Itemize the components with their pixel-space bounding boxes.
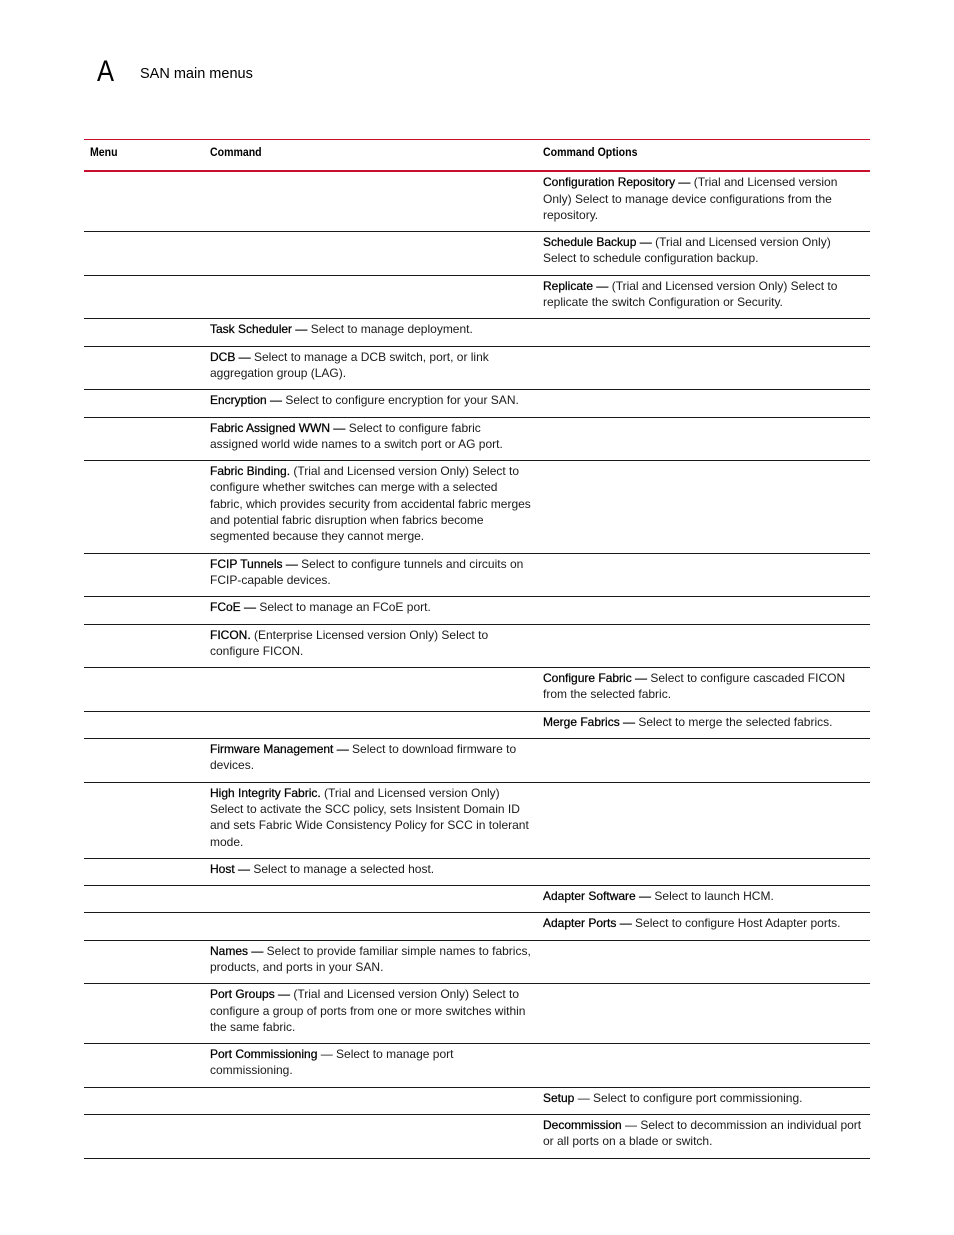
cell-command-description: — Select to manage port commissioning. xyxy=(210,1047,454,1078)
table-row xyxy=(84,668,870,712)
section-title: SAN main menus xyxy=(140,66,253,82)
cell-command-description: Select to manage deployment. xyxy=(307,322,473,337)
table-row xyxy=(84,461,870,553)
cell-menu xyxy=(84,417,204,461)
cell-command-description: Select to manage an FCoE port. xyxy=(256,600,431,615)
cell-command-term: High Integrity Fabric. xyxy=(210,785,321,800)
table-row xyxy=(84,417,870,461)
cell-command-options-term: Configuration Repository — xyxy=(543,175,691,190)
cell-command-term: Host — xyxy=(210,861,251,876)
cell-menu xyxy=(84,940,204,984)
cell-menu xyxy=(84,346,204,390)
cell-command xyxy=(204,886,537,913)
cell-menu xyxy=(84,275,204,319)
table-row xyxy=(84,390,870,417)
cell-command xyxy=(204,417,537,461)
cell-command-term: Names — xyxy=(210,943,264,958)
cell-command-term: Encryption — xyxy=(210,393,283,408)
cell-command xyxy=(204,275,537,319)
cell-menu xyxy=(84,1087,204,1114)
cell-command-options-description: Select to configure cascaded FICON from the selected fabric. xyxy=(543,671,846,702)
table-row xyxy=(84,984,870,1044)
cell-command xyxy=(204,171,537,231)
table-row xyxy=(84,553,870,597)
cell-command-description: Select to download firmware to devices. xyxy=(210,742,517,773)
cell-command-description: Select to manage a DCB switch, port, or link aggregation group (LAG). xyxy=(210,349,489,380)
cell-command-options xyxy=(537,739,870,783)
cell-command-options xyxy=(537,171,870,231)
cell-command-description: (Trial and Licensed version Only) Select to activate the SCC policy, sets Insistent Domain ID and sets Fabric Wide Consistency Policy for SCC in tolerant mode. xyxy=(210,785,529,849)
cell-menu xyxy=(84,886,204,913)
cell-command-options-term: Adapter Software — xyxy=(543,889,652,904)
table-row xyxy=(84,782,870,858)
cell-command-options xyxy=(537,1115,870,1159)
cell-command-options xyxy=(537,668,870,712)
cell-command xyxy=(204,319,537,346)
cell-command-options xyxy=(537,232,870,276)
cell-command xyxy=(204,739,537,783)
cell-menu xyxy=(84,913,204,940)
table-body xyxy=(84,171,870,1158)
cell-command-options xyxy=(537,1087,870,1114)
appendix-letter: A xyxy=(97,55,115,88)
table-row xyxy=(84,858,870,885)
cell-command xyxy=(204,461,537,553)
cell-command-options xyxy=(537,346,870,390)
table-row xyxy=(84,232,870,276)
cell-command-options xyxy=(537,624,870,668)
cell-command-options xyxy=(537,390,870,417)
cell-command-options-term: Adapter Ports — xyxy=(543,916,632,931)
cell-command xyxy=(204,1044,537,1088)
cell-command-options-term: Merge Fabrics — xyxy=(543,714,636,729)
cell-command-options-description: Select to launch HCM. xyxy=(651,889,774,904)
cell-menu xyxy=(84,390,204,417)
cell-command-options xyxy=(537,886,870,913)
table-row xyxy=(84,913,870,940)
table-row xyxy=(84,171,870,231)
cell-command xyxy=(204,711,537,738)
cell-command-description: Select to configure fabric assigned world wide names to a switch port or AG port. xyxy=(210,420,503,451)
cell-command-description: (Enterprise Licensed version Only) Select to configure FICON. xyxy=(210,627,489,658)
cell-command-term: Task Scheduler — xyxy=(210,322,308,337)
cell-command-options xyxy=(537,913,870,940)
cell-command xyxy=(204,1115,537,1159)
table-row xyxy=(84,319,870,346)
cell-command-term: Fabric Binding. xyxy=(210,464,291,479)
table-row xyxy=(84,624,870,668)
cell-menu xyxy=(84,1044,204,1088)
table-row xyxy=(84,1087,870,1114)
cell-command-term: FCIP Tunnels — xyxy=(210,556,298,571)
cell-menu xyxy=(84,668,204,712)
cell-command-options xyxy=(537,319,870,346)
cell-command-options-description: (Trial and Licensed version Only) Select to manage device configurations from the repository. xyxy=(543,175,838,222)
table-row xyxy=(84,711,870,738)
cell-menu xyxy=(84,624,204,668)
cell-command-term: FCoE — xyxy=(210,600,257,615)
cell-menu xyxy=(84,553,204,597)
cell-command-term: Port Groups — xyxy=(210,987,291,1002)
cell-command-description: (Trial and Licensed version Only) Select to configure whether switches can merge with a selected fabric, which provides security from accidental fabric merges and potential fabric disruption when fabrics become segmented because they cannot merge. xyxy=(210,464,531,544)
cell-command-options xyxy=(537,275,870,319)
cell-command-options-term: Replicate — xyxy=(543,278,609,293)
cell-menu xyxy=(84,171,204,231)
cell-menu xyxy=(84,782,204,858)
cell-command-options-description: — Select to decommission an individual port or all ports on a blade or switch. xyxy=(543,1118,862,1149)
cell-command-options xyxy=(537,782,870,858)
cell-command-description: (Trial and Licensed version Only) Select to configure a group of ports from one or more switches within the same fabric. xyxy=(210,987,526,1034)
cell-command xyxy=(204,1087,537,1114)
cell-command-options xyxy=(537,711,870,738)
cell-command-options-description: (Trial and Licensed version Only) Select to schedule configuration backup. xyxy=(543,235,831,266)
column-header-command-options: Command Options xyxy=(543,145,638,159)
cell-command-description: Select to configure tunnels and circuits on FCIP-capable devices. xyxy=(210,556,524,587)
cell-command xyxy=(204,913,537,940)
cell-command-options-term: Configure Fabric — xyxy=(543,671,648,686)
cell-command-options xyxy=(537,940,870,984)
cell-command xyxy=(204,940,537,984)
table-row xyxy=(84,275,870,319)
cell-command-term: Fabric Assigned WWN — xyxy=(210,420,346,435)
column-header-menu: Menu xyxy=(90,145,118,159)
cell-command-options xyxy=(537,417,870,461)
cell-menu xyxy=(84,858,204,885)
cell-command-options-term: Setup xyxy=(543,1090,575,1105)
cell-menu xyxy=(84,711,204,738)
table-header xyxy=(84,140,870,172)
table-row xyxy=(84,346,870,390)
cell-command xyxy=(204,553,537,597)
cell-command xyxy=(204,346,537,390)
cell-menu xyxy=(84,984,204,1044)
cell-command-description: Select to provide familiar simple names to fabrics, products, and ports in your SAN. xyxy=(210,943,531,974)
cell-command-options-description: (Trial and Licensed version Only) Select to replicate the switch Configuration or Security. xyxy=(543,278,838,310)
table-row xyxy=(84,1115,870,1159)
cell-command xyxy=(204,624,537,668)
cell-command xyxy=(204,390,537,417)
cell-command-options xyxy=(537,858,870,885)
cell-menu xyxy=(84,597,204,624)
table-row xyxy=(84,739,870,783)
cell-command-options-description: Select to merge the selected fabrics. xyxy=(635,714,833,729)
cell-command-options xyxy=(537,597,870,624)
cell-menu xyxy=(84,232,204,276)
cell-menu xyxy=(84,319,204,346)
cell-command xyxy=(204,858,537,885)
cell-command-options-term: Schedule Backup — xyxy=(543,235,652,250)
column-header-command: Command xyxy=(210,145,262,159)
table-row xyxy=(84,886,870,913)
table-row xyxy=(84,1044,870,1088)
cell-command-description: Select to manage a selected host. xyxy=(250,861,435,876)
cell-command-term: DCB — xyxy=(210,349,251,364)
cell-command xyxy=(204,782,537,858)
cell-command-options xyxy=(537,1044,870,1088)
cell-command-options-description: — Select to configure port commissioning. xyxy=(574,1090,803,1105)
cell-command-description: Select to configure encryption for your SAN. xyxy=(282,393,519,408)
cell-command xyxy=(204,232,537,276)
table-row xyxy=(84,940,870,984)
cell-command xyxy=(204,597,537,624)
cell-command-options xyxy=(537,461,870,553)
cell-command-options-description: Select to configure Host Adapter ports. xyxy=(631,916,841,931)
table-header-row xyxy=(84,140,870,172)
cell-command-options-term: Decommission xyxy=(543,1118,622,1133)
cell-menu xyxy=(84,461,204,553)
cell-command-options xyxy=(537,984,870,1044)
cell-command xyxy=(204,984,537,1044)
cell-menu xyxy=(84,739,204,783)
cell-command-options xyxy=(537,553,870,597)
cell-command-term: Firmware Management — xyxy=(210,742,349,757)
cell-menu xyxy=(84,1115,204,1159)
cell-command xyxy=(204,668,537,712)
table-row xyxy=(84,597,870,624)
san-menu-table xyxy=(84,139,870,1159)
cell-command-term: Port Commissioning xyxy=(210,1047,318,1062)
cell-command-term: FICON. xyxy=(210,627,251,642)
